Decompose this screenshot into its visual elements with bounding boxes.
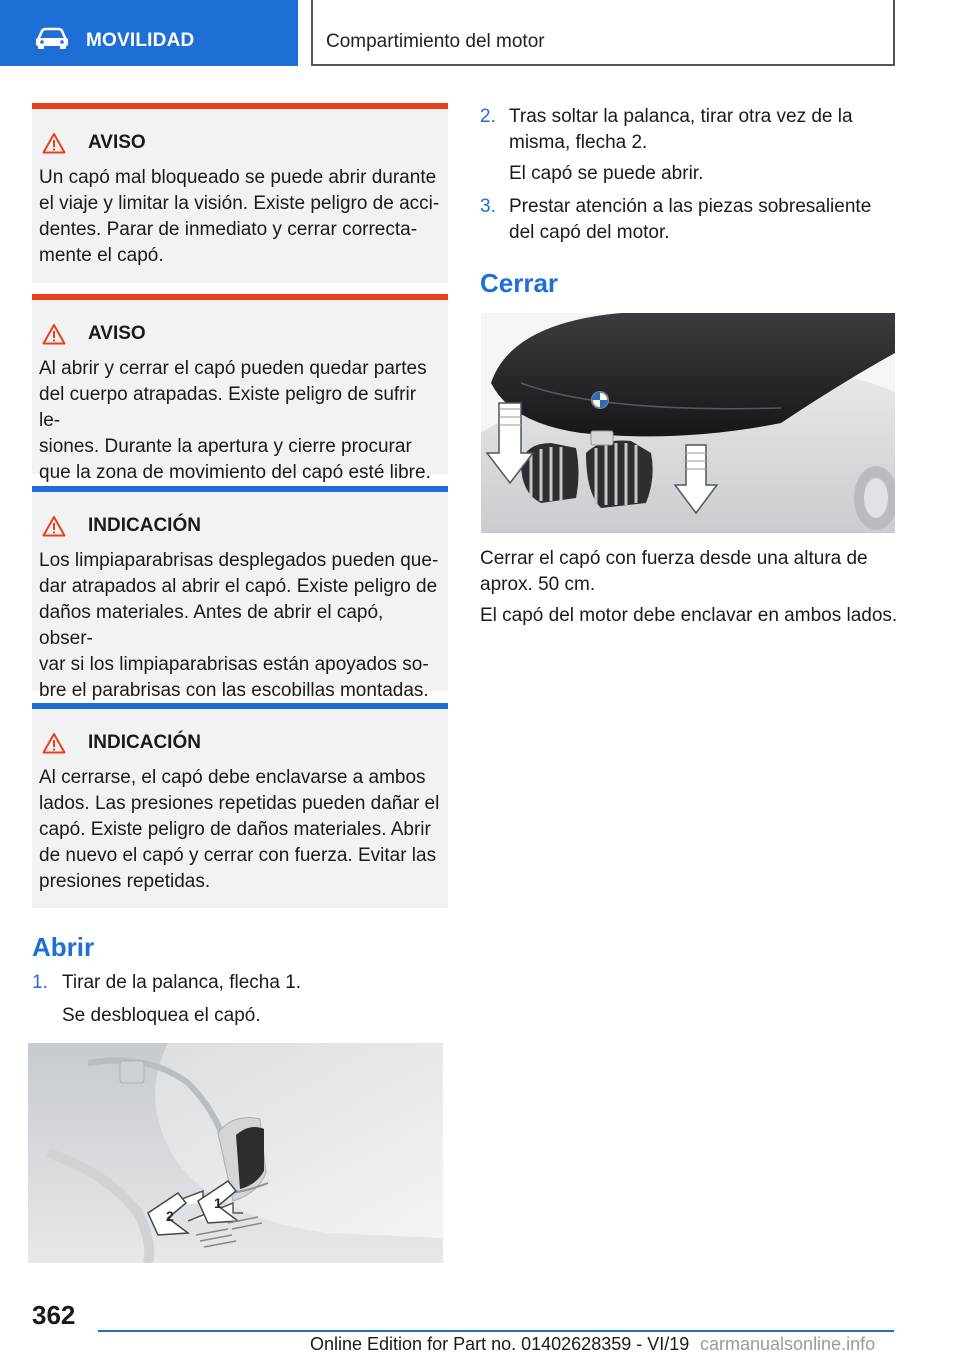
text-line: dentes. Parar de inmediato y cerrar correcta-	[39, 219, 418, 240]
arrow-label-2: 2	[166, 1208, 174, 1224]
edition-label: Online Edition for Part no. 01402628359 - VI/19	[310, 1334, 690, 1354]
heading-cerrar: Cerrar	[480, 268, 559, 298]
warning-triangle-icon	[42, 132, 66, 154]
warning-box-1	[32, 103, 448, 283]
text-line: dar atrapados al abrir el capó. Existe peligro de	[39, 576, 438, 597]
chapter-title: Compartimiento del motor	[326, 31, 545, 52]
step-1	[32, 970, 452, 996]
note-box-1	[32, 486, 448, 701]
note-text	[39, 548, 442, 704]
step-number: 1.	[32, 972, 48, 993]
text-line: Un capó mal bloqueado se puede abrir durante	[39, 167, 437, 188]
text-line: var si los limpiaparabrisas están apoyados so-	[39, 654, 429, 675]
car-icon	[34, 26, 70, 50]
lever-illustration	[28, 1043, 443, 1263]
text-line: Los limpiaparabrisas desplegados pueden que-	[39, 550, 439, 571]
step-text	[509, 194, 871, 246]
footer-rule	[98, 1330, 894, 1332]
note-title: INDICACIÓN	[88, 732, 201, 753]
text-line: misma, flecha 2.	[509, 132, 648, 153]
text-line: Al cerrarse, el capó debe enclavarse a ambos	[39, 767, 426, 788]
step-number: 3.	[480, 196, 496, 217]
watermark: carmanualsonline.info	[700, 1334, 876, 1354]
page-number: 362	[32, 1300, 76, 1330]
warning-text	[39, 356, 442, 486]
text-line: aprox. 50 cm.	[480, 574, 596, 595]
close-note: El capó del motor debe enclavar en ambos lados.	[480, 605, 898, 626]
note-box-2	[32, 703, 448, 908]
text-line: bre el parabrisas con las escobillas montadas.	[39, 680, 429, 701]
hood-closing-image	[481, 313, 895, 533]
text-line: del cuerpo atrapadas. Existe peligro de sufrir le-	[39, 384, 417, 431]
note-title: INDICACIÓN	[88, 515, 201, 536]
warning-triangle-icon	[42, 323, 66, 345]
text-line: presiones repetidas.	[39, 871, 211, 892]
step-text: Tirar de la palanca, flecha 1.	[62, 972, 302, 993]
text-line: Cerrar el capó con fuerza desde una altura de	[480, 548, 868, 569]
warning-title: AVISO	[88, 323, 146, 344]
warning-bar	[32, 294, 448, 300]
text-line: del capó del motor.	[509, 222, 670, 243]
text-line: el viaje y limitar la visión. Existe peligro de acci-	[39, 193, 440, 214]
text-line: que la zona de movimiento del capó esté libre.	[39, 462, 431, 483]
close-instruction	[480, 546, 868, 598]
text-line: mente el capó.	[39, 245, 164, 266]
arrow-label-1: 1	[214, 1195, 222, 1211]
warning-box-2	[32, 294, 448, 483]
hood-release-lever-image	[28, 1043, 443, 1263]
text-line: lados. Las presiones repetidas pueden dañar el	[39, 793, 440, 814]
text-line: de nuevo el capó y cerrar con fuerza. Evitar las	[39, 845, 437, 866]
step-text	[509, 104, 853, 156]
text-line: capó. Existe peligro de daños materiales. Abrir	[39, 819, 431, 840]
warning-triangle-icon	[42, 732, 66, 754]
step-3	[480, 194, 900, 246]
warning-triangle-icon	[42, 515, 66, 537]
step-1-result: Se desbloquea el capó.	[62, 1005, 261, 1026]
hood-illustration	[481, 313, 895, 533]
heading-abrir: Abrir	[32, 932, 95, 962]
section-label: MOVILIDAD	[86, 30, 195, 51]
step-2	[480, 104, 900, 156]
note-text	[39, 765, 442, 895]
warning-text	[39, 165, 442, 269]
warning-title: AVISO	[88, 132, 146, 153]
text-line: Al abrir y cerrar el capó pueden quedar partes	[39, 358, 427, 379]
step-2-result: El capó se puede abrir.	[509, 163, 704, 184]
step-number: 2.	[480, 106, 496, 127]
note-bar	[32, 486, 448, 492]
note-bar	[32, 703, 448, 709]
text-line: daños materiales. Antes de abrir el capó, obser-	[39, 602, 384, 649]
text-line: Prestar atención a las piezas sobresaliente	[509, 196, 872, 217]
warning-bar	[32, 103, 448, 109]
section-tab[interactable]	[0, 0, 298, 66]
text-line: Tras soltar la palanca, tirar otra vez de la	[509, 106, 853, 127]
text-line: siones. Durante la apertura y cierre procurar	[39, 436, 412, 457]
